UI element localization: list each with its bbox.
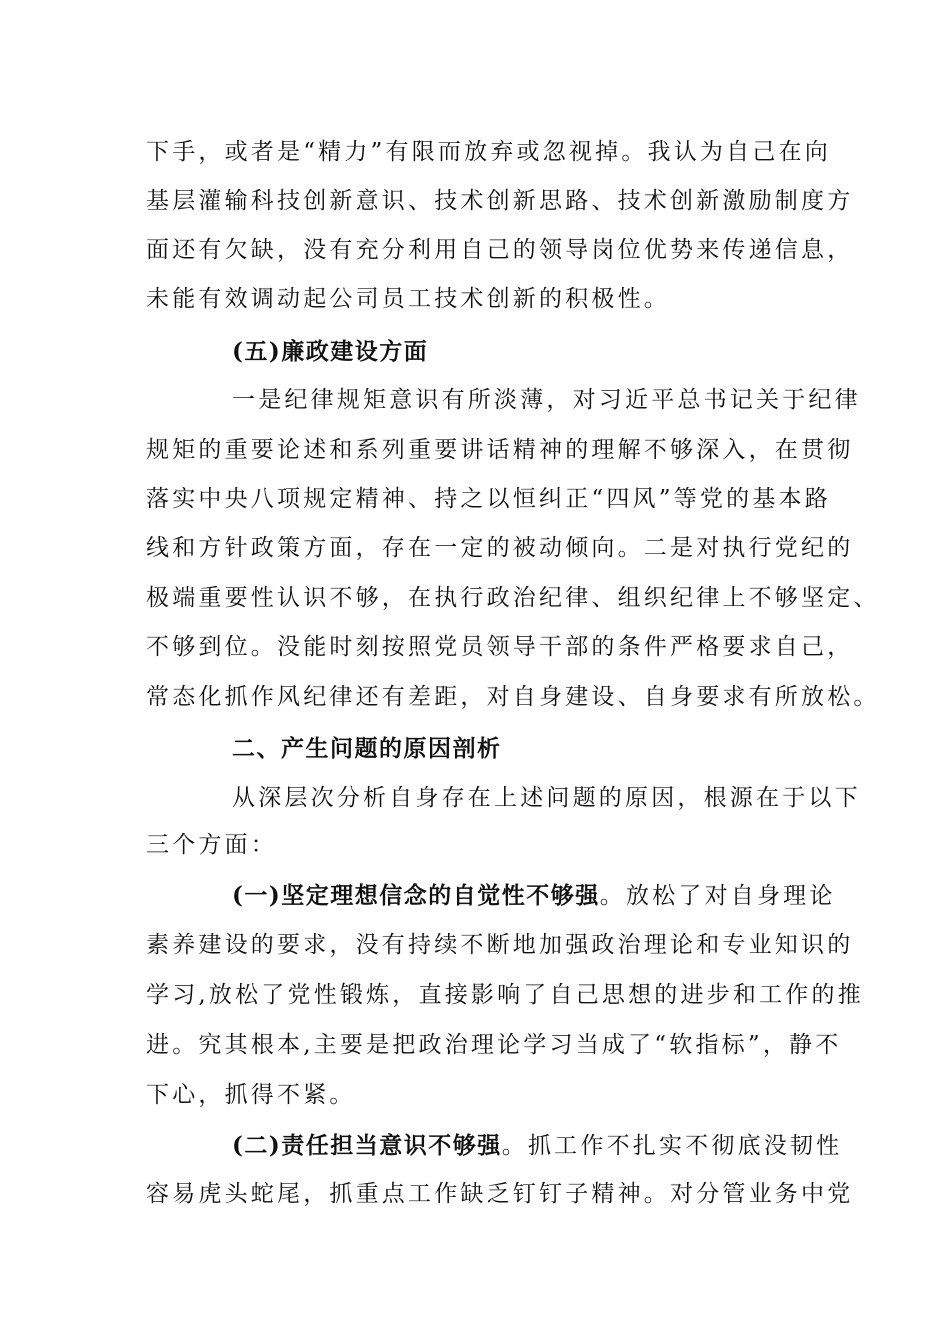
body-line: 面还有欠缺，没有充分利用自己的领导岗位优势来传递信息， — [146, 237, 854, 263]
subheading-responsibility: (二)责任担当意识不够强 — [232, 1132, 502, 1159]
body-line: 未能有效调动起公司员工技术创新的积极性。 — [146, 286, 670, 312]
body-line: 从深层次分析自身存在上述问题的原因，根源在于以下 — [232, 785, 861, 811]
paragraph-line — [232, 871, 836, 920]
body-line: 规矩的重要论述和系列重要讲话精神的理解不够深入，在贯彻 — [146, 437, 854, 463]
body-line: 基层灌输科技创新意识、技术创新思路、技术创新激励制度方 — [146, 188, 854, 214]
body-text: 。抓工作不扎实不彻底没韧性 — [501, 1133, 843, 1159]
body-line: 进。究其根本,主要是把政治理论学习当成了“软指标”，静不 — [146, 1032, 842, 1058]
paragraph-line — [232, 1121, 843, 1170]
body-line: 不够到位。没能时刻按照党员领导干部的条件严格要求自己， — [146, 634, 854, 660]
body-line: 线和方针政策方面，存在一定的被动倾向。二是对执行党纪的 — [146, 535, 854, 561]
body-line: 三个方面： — [146, 832, 277, 858]
section-heading-lianzheng: (五)廉政建设方面 — [232, 338, 429, 365]
body-line: 学习,放松了党性锻炼，直接影响了自己思想的进步和工作的推 — [146, 982, 864, 1008]
body-line: 容易虎头蛇尾，抓重点工作缺乏钉钉子精神。对分管业务中党 — [146, 1181, 854, 1207]
section-heading-cause-analysis: 二、产生问题的原因剖析 — [232, 735, 502, 762]
body-line: 落实中央八项规定精神、持之以恒纠正“四风”等党的基本路 — [146, 486, 831, 512]
subheading-ideals: (一)坚定理想信念的自觉性不够强 — [232, 882, 600, 909]
body-line: 下手，或者是“精力”有限而放弃或忽视掉。我认为自己在向 — [146, 139, 831, 165]
body-line: 极端重要性认识不够，在执行政治纪律、组织纪律上不够坚定、 — [146, 585, 880, 611]
body-line: 常态化抓作风纪律还有差距，对自身建设、自身要求有所放松。 — [146, 684, 880, 710]
body-text: 。放松了对自身理论 — [599, 883, 836, 909]
body-line: 下心，抓得不紧。 — [146, 1082, 356, 1108]
body-line: 素养建设的要求，没有持续不断地加强政治理论和专业知识的 — [146, 932, 854, 958]
body-line: 一是纪律规矩意识有所淡薄，对习近平总书记关于纪律 — [232, 387, 861, 413]
